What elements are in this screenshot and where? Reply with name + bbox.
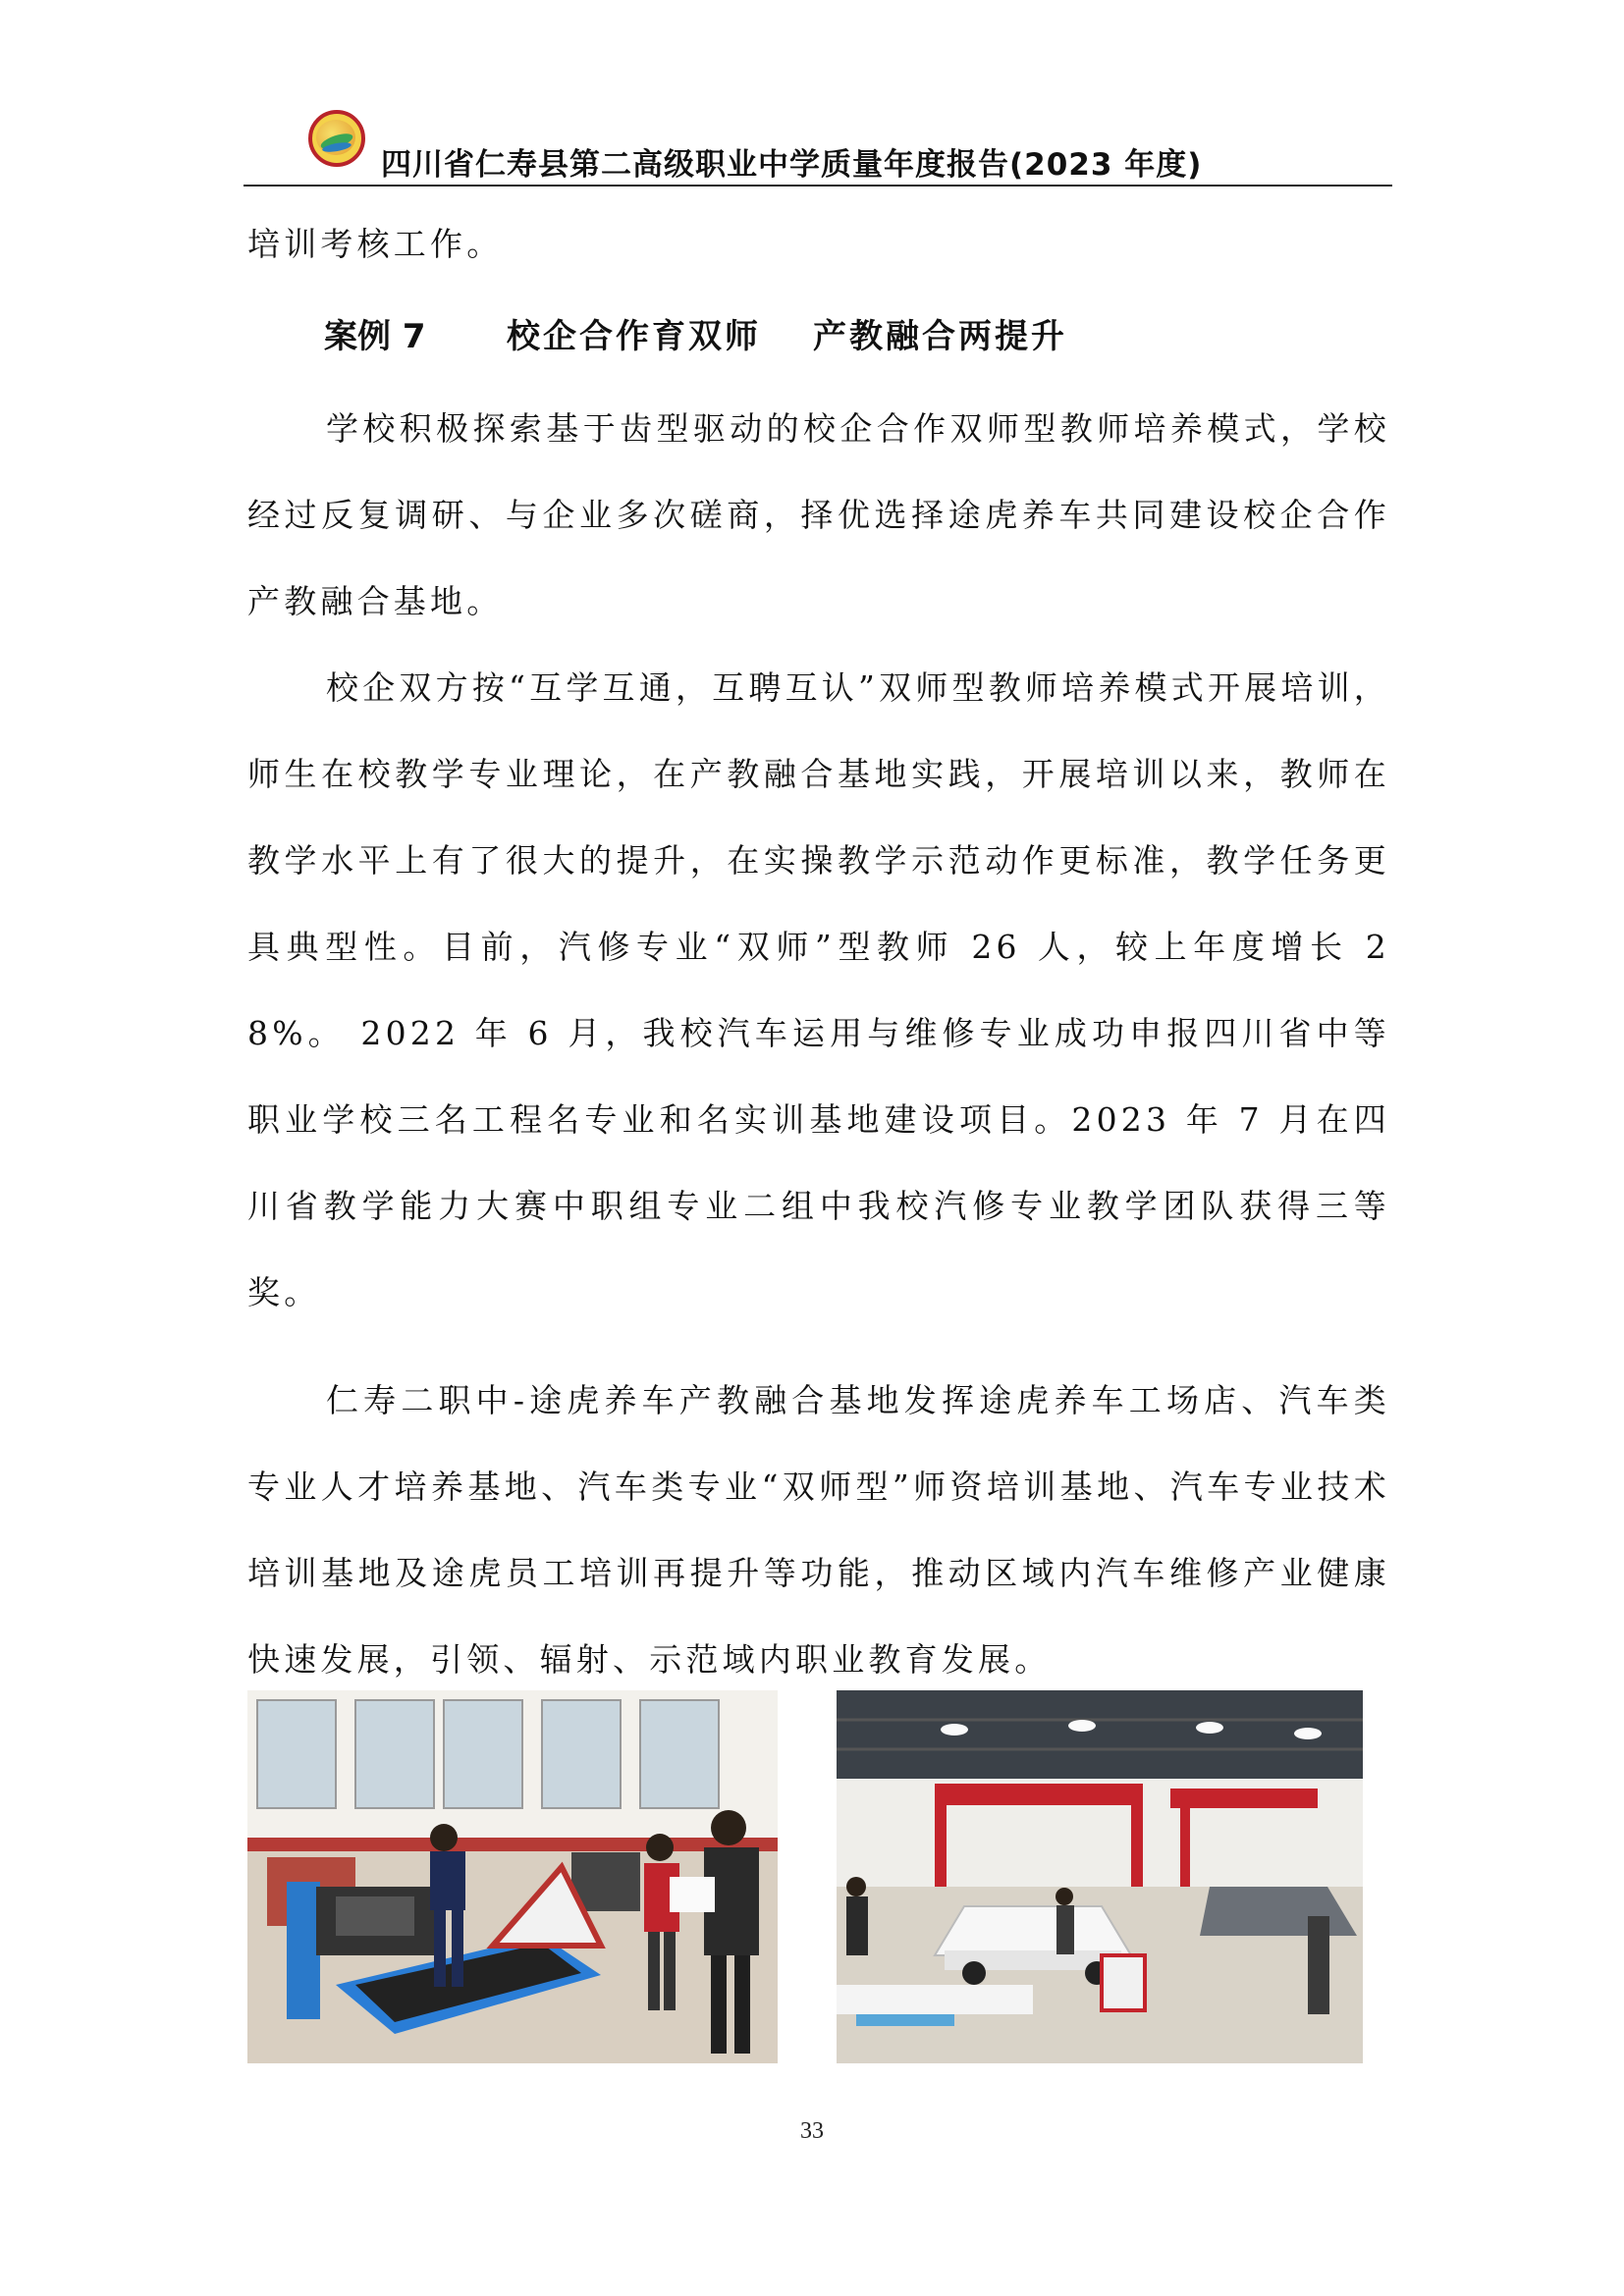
page-header — [244, 110, 1392, 187]
page-number: 33 — [800, 2118, 824, 2144]
case-title-part1: 校企合作育双师 — [507, 317, 761, 356]
continuation-text: 培训考核工作。 — [247, 225, 504, 263]
vehicle-workshop-competition-photo — [837, 1690, 1363, 2063]
paragraph: 仁寿二职中-途虎养车产教融合基地发挥途虎养车工场店、汽车类专业人才培养基地、汽车类专业“双师型”师资培训基地、汽车专业技术培训基地及途虎员工培训再提升等功能，推动区域内汽车维修产业健康快速发展，引领、辐射、示范域内职业教育发展。 — [247, 1381, 1390, 1679]
school-logo — [308, 110, 365, 167]
case-title-part2: 产教融合两提升 — [813, 317, 1067, 356]
header-divider — [244, 185, 1392, 187]
document-body — [247, 201, 1390, 1703]
case-number: 案例 7 — [324, 317, 426, 356]
paragraph: 校企双方按“互学互通，互聘互认”双师型教师培养模式开展培训，师生在校教学专业理论，在产教融合基地实践，开展培训以来，教师在教学水平上有了很大的提升，在实操教学示范动作更标准，教学任务更具典型性。目前，汽修专业“双师”型教师 26 人，较上年度增长 28%。 2022 年 6 月，我校汽车运用与维修专业成功申报四川省中等职业学校三名工程名专业和名实训基地建设项目。2023 年 7 月在四川省教学能力大赛中职组专业二组中我校汽修专业教学团队获得三等奖。 — [247, 668, 1390, 1311]
case-heading — [247, 288, 1390, 386]
paragraph: 学校积极探索基于齿型驱动的校企合作双师型教师培养模式，学校经过反复调研、与企业多次磋商，择优选择途虎养车共同建设校企合作产教融合基地。 — [247, 409, 1390, 620]
engine-repair-training-photo — [247, 1690, 778, 2063]
report-title: 四川省仁寿县第二高级职业中学质量年度报告(2023 年度) — [381, 147, 1203, 183]
